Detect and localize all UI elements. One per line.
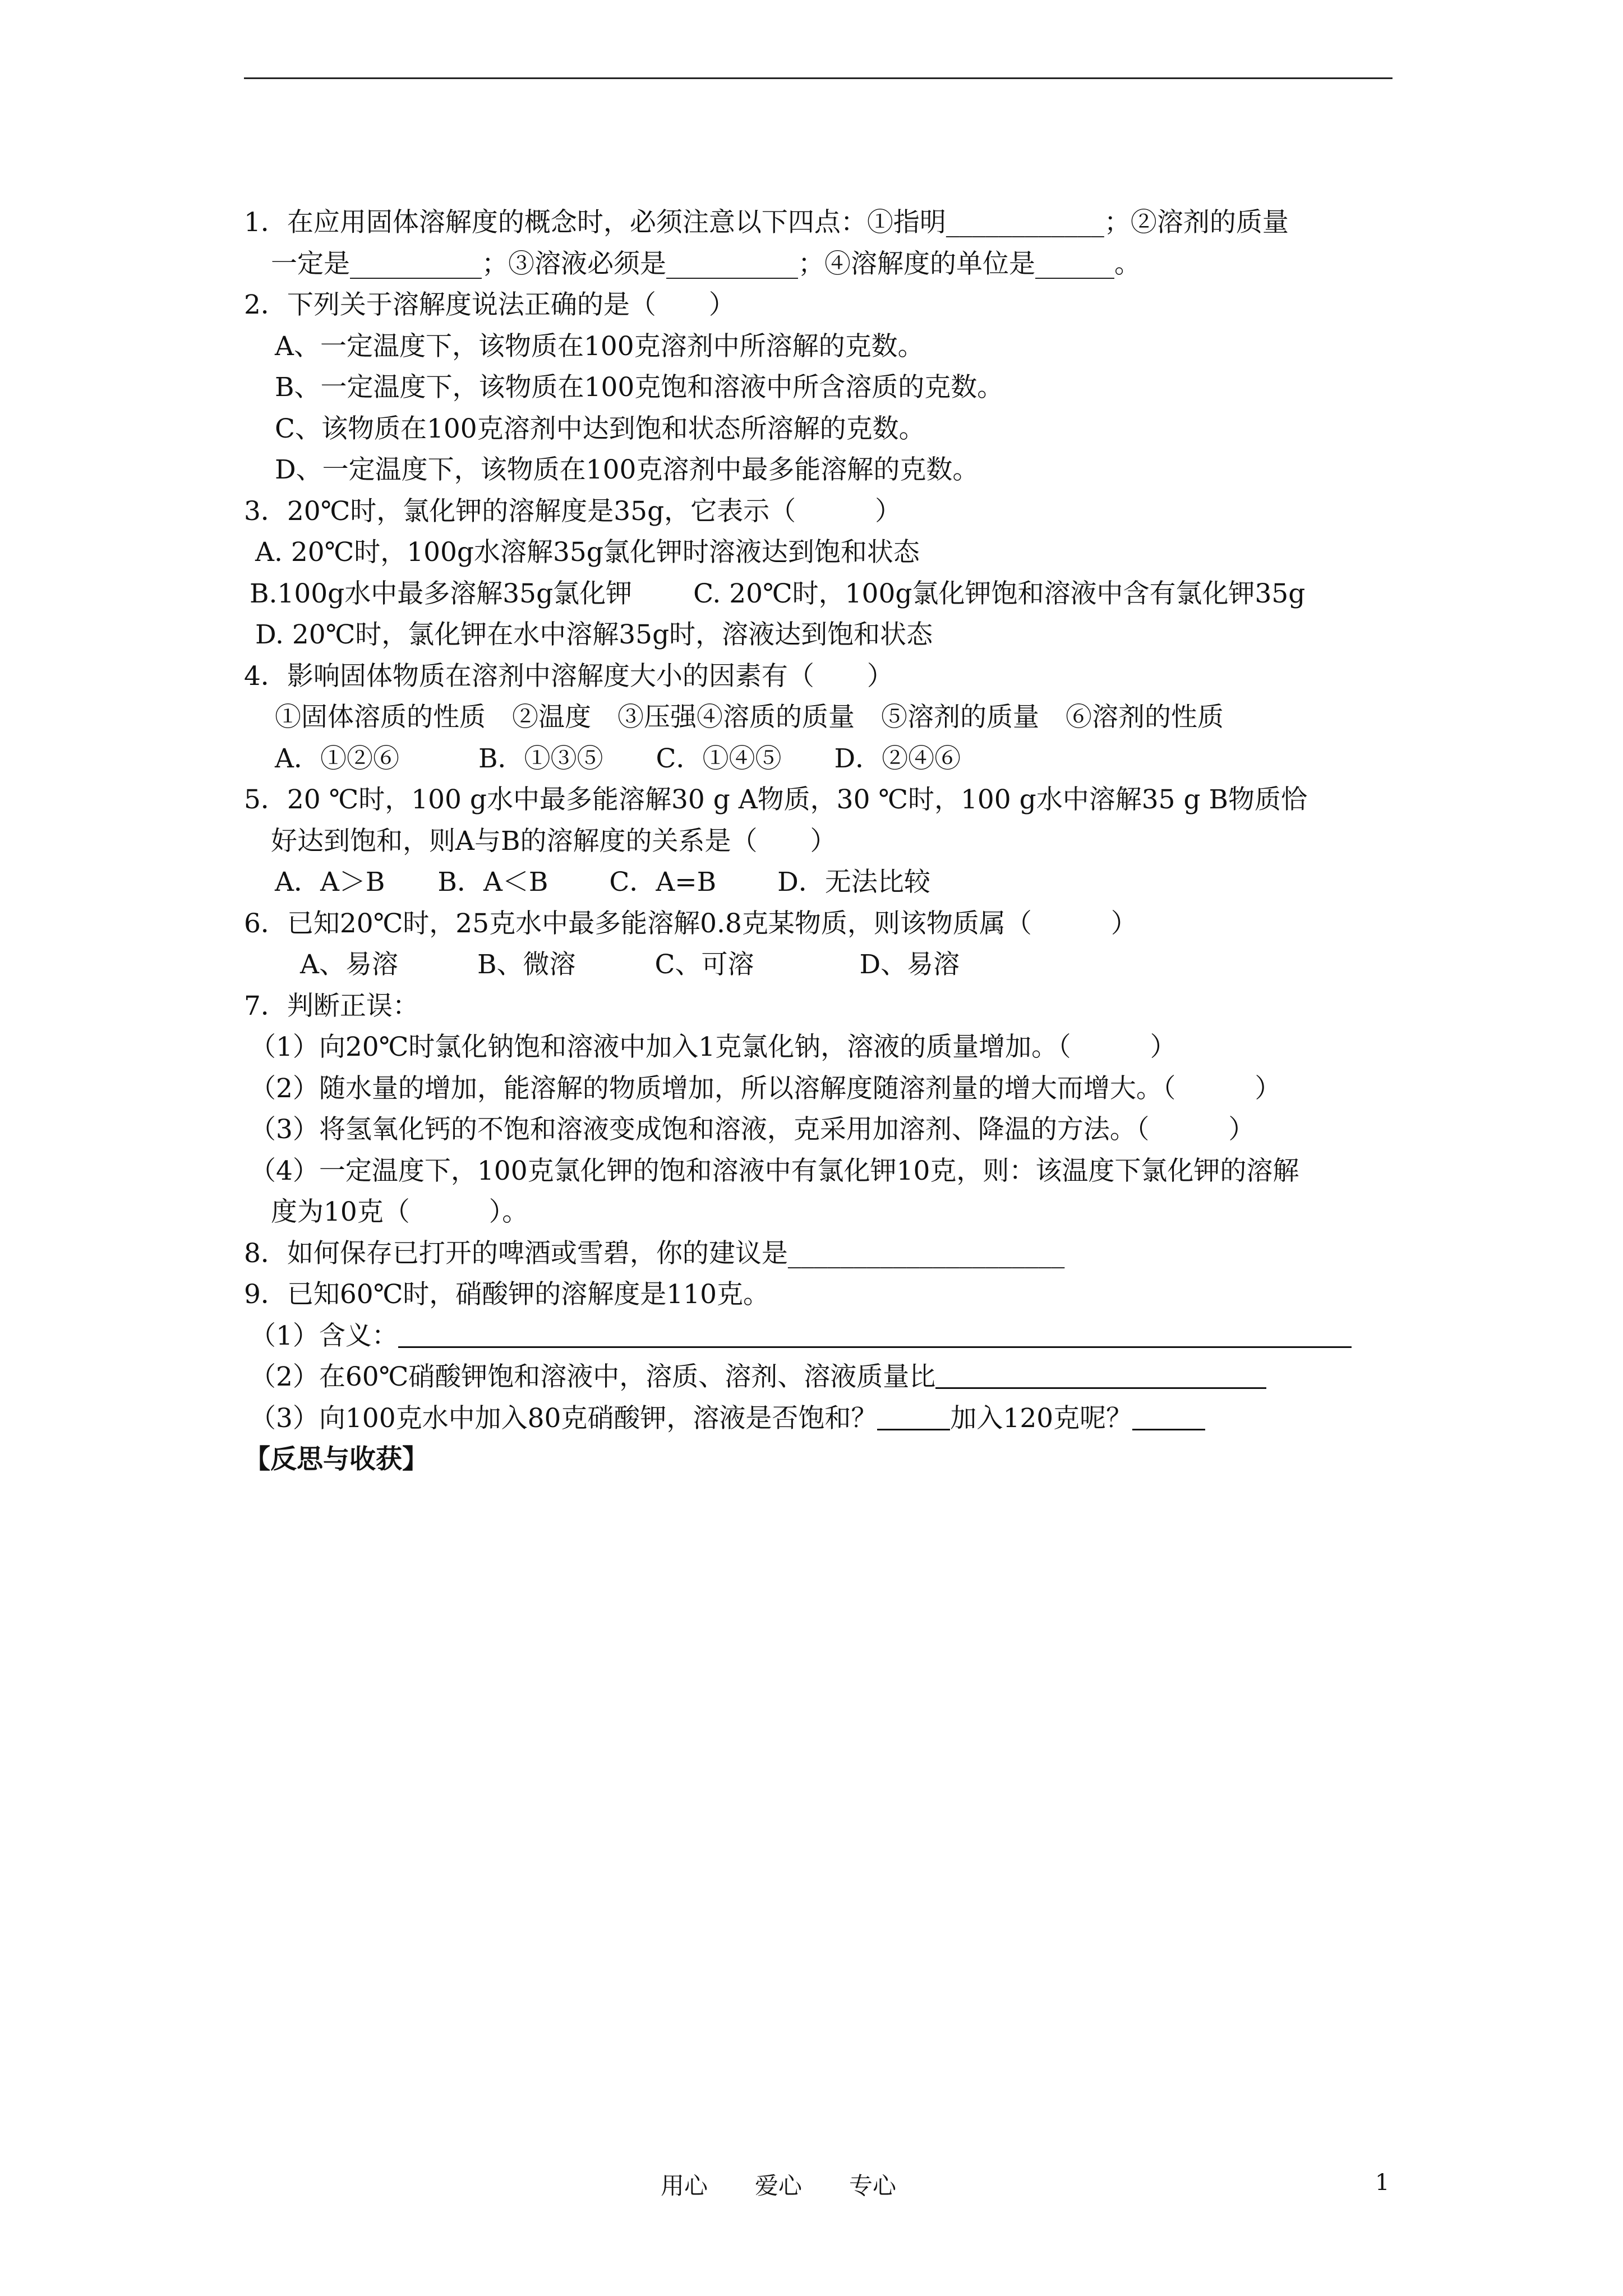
answer-line: [877, 1400, 950, 1430]
question-4-stem: 4．影响固体物质在溶剂中溶解度大小的因素有（ ）: [244, 660, 893, 692]
question-6-options: A、易溶 B、微溶 C、可溶 D、易溶: [300, 949, 960, 980]
question-9-part-3-label-a: （3）向100克水中加入80克硝酸钾，溶液是否饱和？: [250, 1402, 878, 1434]
question-2-option-b: B、一定温度下，该物质在100克饱和溶液中所含溶质的克数。: [275, 372, 1004, 403]
question-4-options: A．①②⑥ B．①③⑤ C．①④⑤ D．②④⑥: [275, 743, 961, 774]
question-7-item-1: （1）向20℃时氯化钠饱和溶液中加入1克氯化钠，溶液的质量增加。（ ）: [250, 1032, 1177, 1062]
header-rule: [244, 77, 1393, 79]
question-7-stem: 7．判断正误：: [244, 990, 419, 1022]
question-2-option-c: C、该物质在100克溶剂中达到饱和状态所溶解的克数。: [275, 413, 925, 444]
question-7-item-2: （2）随水量的增加，能溶解的物质增加，所以溶解度随溶剂量的增大而增大。（ ）: [250, 1073, 1281, 1104]
question-5-line-2: 好达到饱和，则A与B的溶解度的关系是（ ）: [271, 825, 837, 857]
answer-line: [398, 1317, 1352, 1348]
question-9-part-1-label: （1）含义：: [250, 1320, 398, 1351]
question-9-part-3: [244, 1398, 1410, 1439]
footer-motto: 用心 爱心 专心: [661, 2172, 897, 2200]
page-number: 1: [1375, 2170, 1390, 2196]
question-7-item-3: （3）将氢氧化钙的不饱和溶液变成饱和溶液，克采用加溶剂、降温的方法。（ ）: [250, 1114, 1255, 1145]
answer-line: [1132, 1400, 1205, 1430]
question-9-part-3-label-b: 加入120克呢？: [950, 1402, 1133, 1434]
question-1-line-2: 一定是__________；③溶液必须是__________；④溶解度的单位是______。: [271, 248, 1141, 279]
question-3-options-b-c: B.100g水中最多溶解35g氯化钾 C. 20℃时，100g氯化钾饱和溶液中含有氯化钾35g: [250, 578, 1306, 609]
question-3-stem: 3．20℃时，氯化钾的溶解度是35g，它表示（ ）: [244, 495, 902, 527]
question-9-part-2-label: （2）在60℃硝酸钾饱和溶液中，溶质、溶剂、溶液质量比: [250, 1361, 936, 1392]
question-6-stem: 6．已知20℃时，25克水中最多能溶解0.8克某物质，则该物质属（ ）: [244, 908, 1137, 939]
question-4-factors: ①固体溶质的性质 ②温度 ③压强④溶质的质量 ⑤溶剂的质量 ⑥溶剂的性质: [275, 702, 1224, 733]
question-2-option-a: A、一定温度下，该物质在100克溶剂中所溶解的克数。: [275, 330, 924, 362]
question-7-item-4: （4）一定温度下，100克氯化钾的饱和溶液中有氯化钾10克，则：该温度下氯化钾的溶解: [250, 1155, 1299, 1186]
question-2-stem: 2．下列关于溶解度说法正确的是（ ）: [244, 289, 735, 320]
answer-line: [935, 1358, 1266, 1389]
question-9-part-1: [244, 1315, 1410, 1357]
question-2-option-d: D、一定温度下，该物质在100克溶剂中最多能溶解的克数。: [275, 454, 979, 485]
question-3-option-d: D. 20℃时，氯化钾在水中溶解35g时，溶液达到饱和状态: [255, 619, 933, 650]
question-5-options: A．A＞B B．A＜B C．A=B D．无法比较: [275, 867, 930, 898]
worksheet-body: [244, 202, 1410, 1480]
question-1-line-1: 1．在应用固体溶解度的概念时，必须注意以下四点：①指明____________；②溶剂的质量: [244, 207, 1289, 238]
reflection-heading: 【反思与收获】: [244, 1444, 428, 1475]
question-8: 8．如何保存已打开的啤酒或雪碧，你的建议是_____________________: [244, 1237, 1065, 1269]
question-3-option-a: A. 20℃时，100g水溶解35g氯化钾时溶液达到饱和状态: [255, 537, 920, 568]
question-5-line-1: 5．20 ℃时，100 g水中最多能溶解30 g A物质，30 ℃时，100 g水中溶解35 g B物质恰: [244, 784, 1308, 815]
question-9-stem: 9．已知60℃时，硝酸钾的溶解度是110克。: [244, 1279, 769, 1310]
question-7-item-4-continued: 度为10克（ ）。: [271, 1197, 529, 1227]
question-9-part-2: [244, 1356, 1410, 1398]
